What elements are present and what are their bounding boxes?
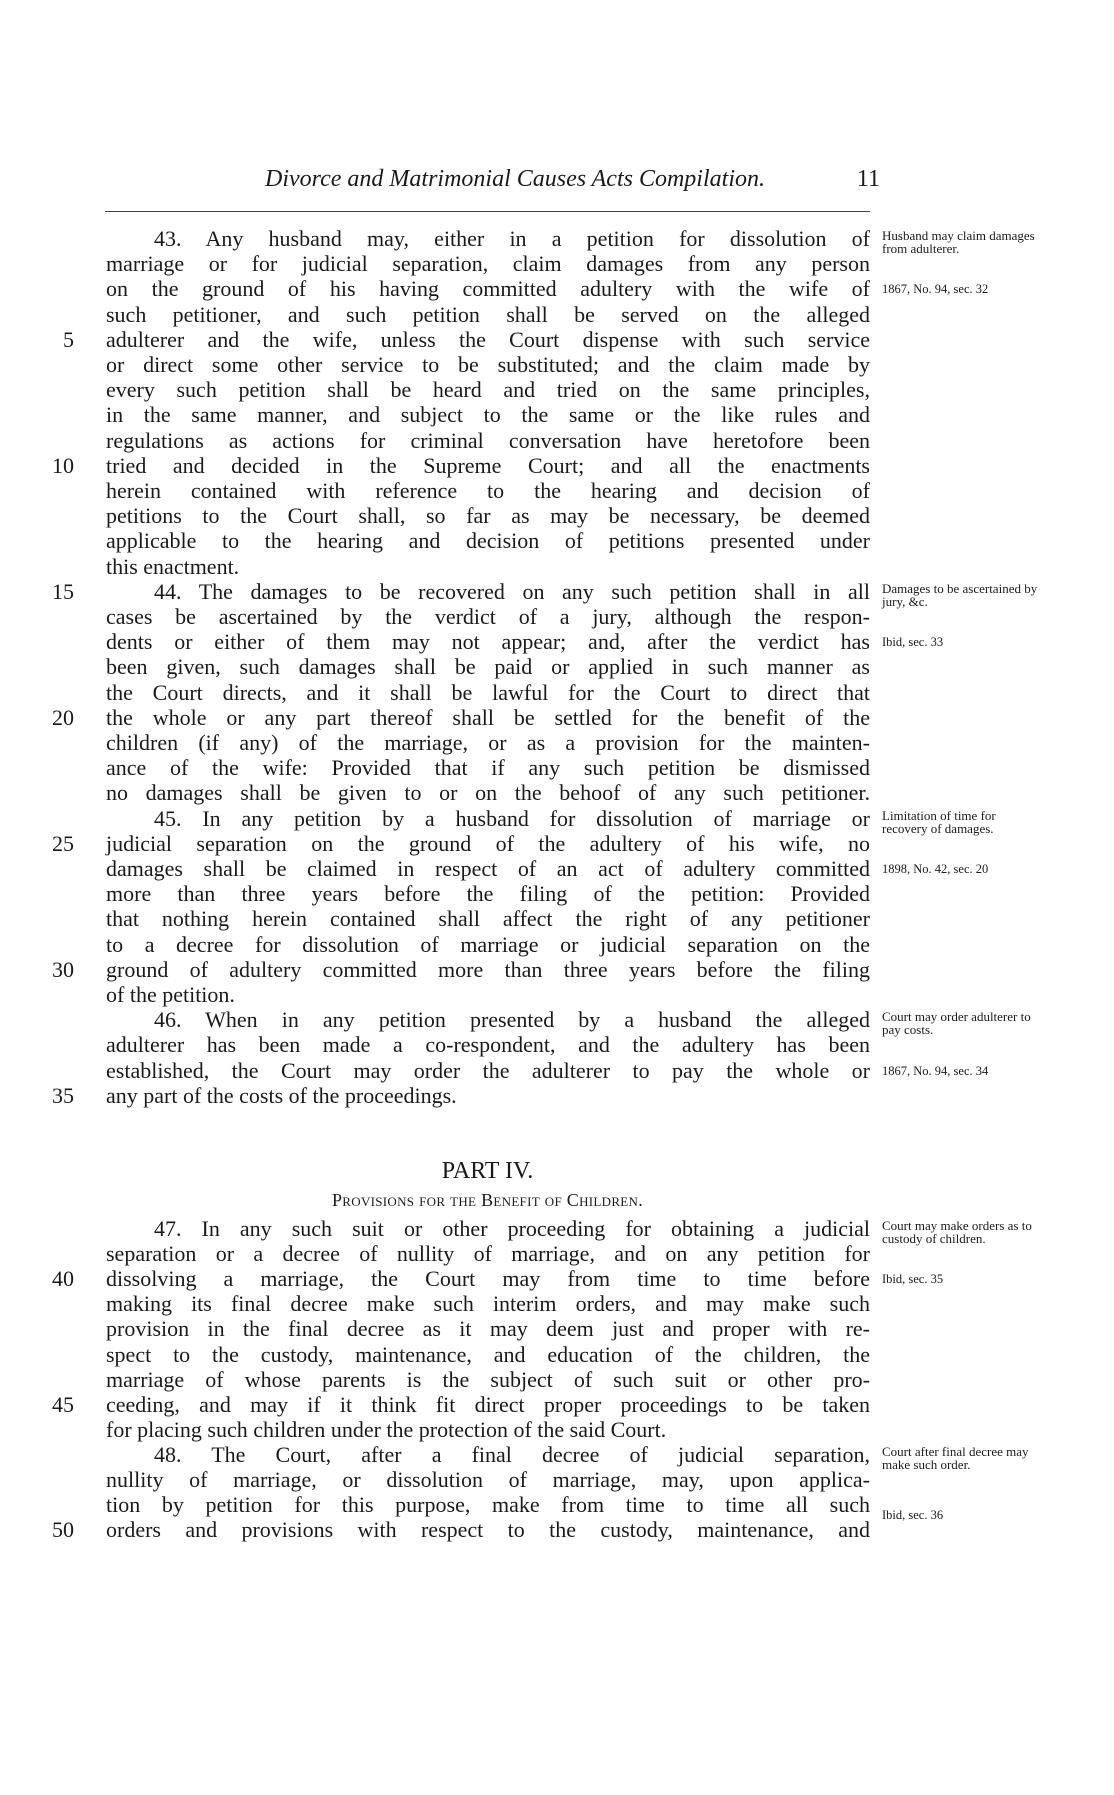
text-line: 44. The damages to be recovered on any such petition shall in all [154, 578, 870, 604]
text-line: judicial separation on the ground of the adultery of his wife, no [106, 830, 870, 856]
line-number: 15 [52, 578, 74, 604]
text-line: provision in the final decree as it may deem just and proper with re- [106, 1316, 870, 1342]
text-line: of the petition. [106, 982, 235, 1007]
text-line: petitions to the Court shall, so far as may be necessary, be deemed [106, 503, 870, 529]
margin-note: Damages to be ascertained by jury, &c. [882, 580, 1038, 609]
line-number: 25 [52, 830, 74, 856]
text-line: orders and provisions with respect to the custody, maintenance, and [106, 1517, 870, 1543]
text-line: this enactment. [106, 553, 240, 579]
line-number: 35 [52, 1082, 74, 1108]
text-line: applicable to the hearing and decision of petitions presented under [106, 528, 870, 554]
text-line: 46. When in any petition presented by a husband the alleged [154, 1007, 870, 1033]
text-line: regulations as actions for criminal conversation have heretofore been [106, 427, 870, 453]
text-line: such petitioner, and such petition shall be served on the alleged [106, 301, 870, 327]
margin-note: Husband may claim damages from adulterer. [882, 228, 1035, 256]
margin-citation: 1867, No. 94, sec. 34 [882, 1063, 989, 1078]
text-line: no damages shall be given to or on the behoof of any such petitioner. [106, 780, 870, 806]
text-line: spect to the custody, maintenance, and education of the children, the [106, 1341, 870, 1367]
text-line: children (if any) of the marriage, or as a provision for the mainten- [106, 730, 870, 755]
text-line: dents or either of them may not appear; and, after the verdict has [106, 629, 870, 655]
margin-citation: 1898, No. 42, sec. 20 [882, 862, 989, 876]
part-subheading: Provisions for the Benefit of Children. [331, 1190, 644, 1210]
text-line: cases be ascertained by the verdict of a jury, although the respon- [106, 604, 870, 629]
margin-citation: Ibid, sec. 36 [882, 1508, 944, 1523]
text-line: adulterer and the wife, unless the Court dispense with such service [106, 326, 870, 352]
line-number: 40 [52, 1266, 74, 1292]
margin-note: Limitation of time for recovery of damages. [882, 807, 996, 836]
margin-citation: Ibid, sec. 35 [882, 1272, 944, 1287]
header-title: Divorce and Matrimonial Causes Acts Compilation. [265, 166, 765, 192]
line-number: 10 [52, 452, 74, 478]
text-line: more than three years before the filing of the petition: Provided [106, 881, 870, 907]
line-number: 45 [52, 1391, 74, 1417]
text-line: making its final decree make such interim orders, and may make such [106, 1291, 870, 1317]
margin-note: Court may order adulterer to pay costs. [882, 1009, 1031, 1038]
text-line: the Court directs, and it shall be lawful for the Court to direct that [106, 679, 870, 705]
text-line: marriage or for judicial separation, claim damages from any person [106, 251, 870, 277]
text-line: 47. In any such suit or other proceeding for obtaining a judicial [154, 1216, 870, 1241]
line-number: 5 [63, 326, 74, 352]
text-line: in the same manner, and subject to the same or the like rules and [106, 402, 870, 428]
text-line: adulterer has been made a co-respondent, and the adultery has been [106, 1032, 870, 1058]
text-line: nullity of marriage, or dissolution of marriage, may, upon applica- [106, 1467, 870, 1492]
text-line: herein contained with reference to the hearing and decision of [106, 478, 870, 503]
text-line: dissolving a marriage, the Court may from time to time before [106, 1266, 870, 1292]
part-heading: PART IV. [441, 1158, 534, 1184]
page-number: 11 [856, 166, 880, 192]
text-line: 45. In any petition by a husband for dissolution of marriage or [154, 805, 870, 831]
margin-citation: 1867, No. 94, sec. 32 [882, 282, 989, 297]
text-line: every such petition shall be heard and tried on the same principles, [106, 377, 870, 403]
text-line: the whole or any part thereof shall be settled for the benefit of the [106, 704, 870, 730]
text-line: ance of the wife: Provided that if any such petition be dismissed [106, 755, 870, 781]
text-line: on the ground of his having committed adultery with the wife of [106, 276, 870, 302]
line-number: 30 [52, 956, 74, 982]
text-line: 48. The Court, after a final decree of judicial separation, [154, 1441, 870, 1467]
line-number: 50 [52, 1517, 74, 1543]
text-line: damages shall be claimed in respect of an act of adultery committed [106, 856, 870, 881]
text-line: been given, such damages shall be paid or applied in such manner as [106, 654, 870, 680]
text-line: established, the Court may order the adulterer to pay the whole or [106, 1057, 870, 1083]
text-line: to a decree for dissolution of marriage or judicial separation on the [106, 931, 870, 957]
text-line: ceeding, and may if it think fit direct proper proceedings to be taken [106, 1391, 870, 1417]
line-number: 20 [52, 704, 74, 730]
text-line: separation or a decree of nullity of marriage, and on any petition for [106, 1241, 870, 1267]
text-line: tried and decided in the Supreme Court; and all the enactments [106, 452, 870, 478]
margin-note: Court after final decree may make such order. [882, 1443, 1029, 1472]
margin-citation: Ibid, sec. 33 [882, 635, 944, 650]
header-rule [105, 211, 870, 212]
text-line: any part of the costs of the proceedings. [106, 1082, 457, 1108]
text-line: that nothing herein contained shall affect the right of any petitioner [106, 906, 870, 932]
text-line: ground of adultery committed more than three years before the filing [106, 956, 870, 982]
text-line: marriage of whose parents is the subject of such suit or other pro- [106, 1366, 870, 1392]
text-line: for placing such children under the protection of the said Court. [106, 1416, 667, 1442]
text-line: tion by petition for this purpose, make from time to time all such [106, 1492, 870, 1518]
text-line: 43. Any husband may, either in a petition for dissolution of [154, 226, 870, 251]
text-line: or direct some other service to be substituted; and the claim made by [106, 352, 870, 377]
margin-note: Court may make orders as to custody of children. [882, 1218, 1032, 1246]
